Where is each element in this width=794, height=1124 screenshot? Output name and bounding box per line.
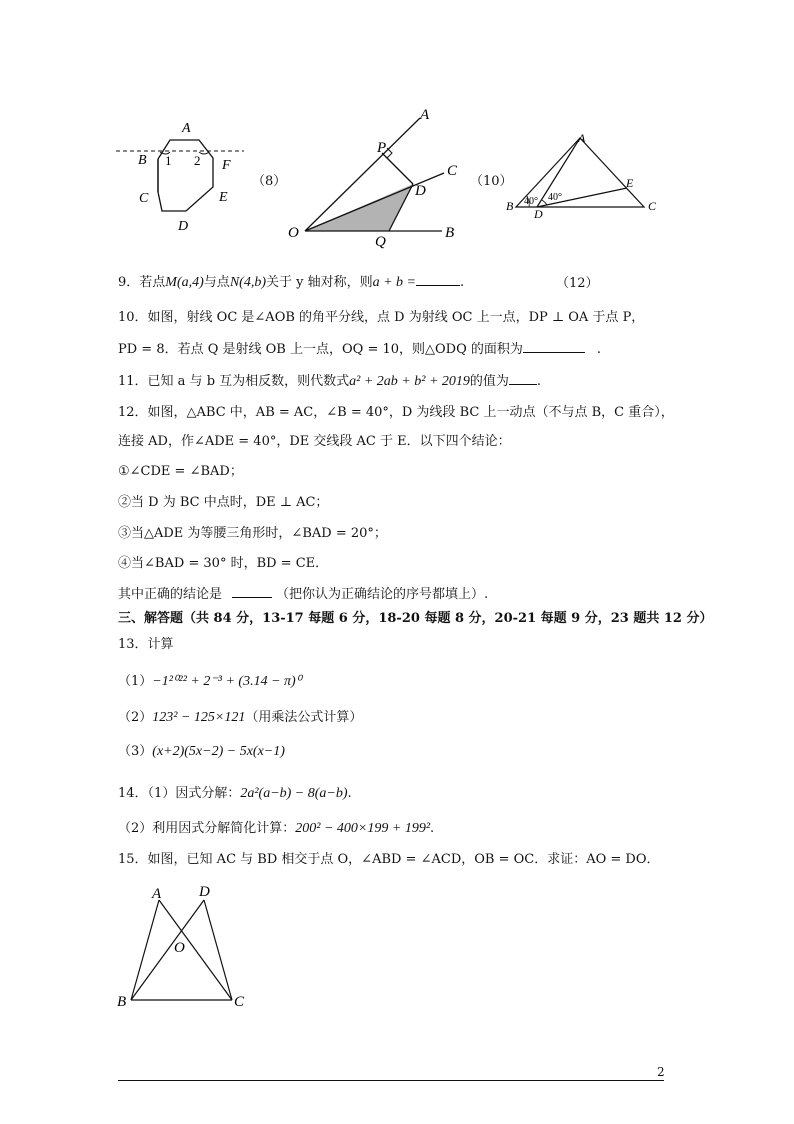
label-E: E xyxy=(219,190,228,205)
label-D: D xyxy=(415,183,426,199)
label-C: C xyxy=(139,191,149,206)
label-O: O xyxy=(288,225,299,241)
segment-ac xyxy=(159,900,232,1000)
question-13-title: 13．计算 xyxy=(118,637,174,652)
conclusion-3: ③当△ADE 为等腰三角形时，∠BAD = 20°； xyxy=(118,526,387,541)
question-13-part-3: （3）(x+2)(5x−2) − 5x(x−1) xyxy=(118,744,285,759)
label-P: P xyxy=(377,140,387,156)
question-12-tail: 其中正确的结论是 （把你认为正确结论的序号都填上）. xyxy=(118,584,488,604)
label-B: B xyxy=(506,199,514,213)
answer-blank-9[interactable] xyxy=(416,272,460,286)
conclusion-1: ①∠CDE = ∠BAD； xyxy=(118,464,243,479)
question-15: 15．如图，已知 AC 与 BD 相交于点 O，∠ABD = ∠ACD，OB = OC．求证：AO = DO． xyxy=(118,852,660,867)
label-C: C xyxy=(648,199,657,213)
figure-12-tag: （12） xyxy=(556,276,599,291)
label-C: C xyxy=(447,163,458,179)
angle-2-arc xyxy=(199,152,209,154)
figure-8-tag: （8） xyxy=(252,174,287,189)
question-12-line1: 12．如图，△ABC 中，AB = AC，∠B = 40°，D 为线段 BC 上一动点（不与点 B，C 重合）， xyxy=(118,405,674,420)
footer-rule xyxy=(118,1080,664,1081)
segment-dc xyxy=(204,900,232,1000)
question-14-part-2: （2）利用因式分解简化计算：200² − 400×199 + 199². xyxy=(118,821,435,836)
question-14-part-1: 14．（1）因式分解：2a²(a−b) − 8(a−b). xyxy=(118,786,352,801)
label-B: B xyxy=(445,225,455,241)
answer-blank-12[interactable] xyxy=(232,584,272,598)
label-D: D xyxy=(199,884,210,900)
label-F: F xyxy=(222,158,231,173)
label-E: E xyxy=(626,176,634,190)
label-Q: Q xyxy=(375,234,386,250)
figure-15-crossed-triangles xyxy=(112,878,252,1013)
figure-10-angle xyxy=(280,102,480,252)
figure-10-tag: （10） xyxy=(470,174,513,189)
figure-8-hexagon xyxy=(116,112,246,237)
label-B: B xyxy=(138,153,147,168)
question-13-part-1: （1）−1²⁰²² + 2⁻³ + (3.14 − π)⁰ xyxy=(118,674,302,689)
question-11: 11．已知 a 与 b 互为相反数，则代数式a² + 2ab + b² + 2019的值为 . xyxy=(118,371,541,391)
label-2: 2 xyxy=(194,153,201,168)
figure-12-triangle xyxy=(500,130,670,225)
segment-bd xyxy=(131,900,204,1000)
label-O: O xyxy=(174,940,185,956)
question-10-line2: PD = 8．若点 Q 是射线 OB 上一点，OQ = 10，则△ODQ 的面积为 . xyxy=(118,339,601,359)
label-B: B xyxy=(117,994,127,1010)
label-D: D xyxy=(178,219,189,234)
label-C: C xyxy=(234,994,245,1010)
answer-blank-10[interactable] xyxy=(523,339,585,353)
label-angle-40-b: 40° xyxy=(524,196,538,207)
label-A: A xyxy=(420,107,430,123)
label-1: 1 xyxy=(165,153,172,168)
answer-blank-11[interactable] xyxy=(509,371,537,385)
page-number: 2 xyxy=(657,1065,665,1079)
label-D: D xyxy=(534,207,543,221)
label-A: A xyxy=(578,131,586,145)
section-3-heading: 三、解答题（共 84 分，13-17 每题 6 分，18-20 每题 8 分，20-21 每题 9 分，23 题共 12 分） xyxy=(118,611,713,626)
question-13-part-2: （2）123² − 125×121（用乘法公式计算） xyxy=(118,710,363,725)
label-A: A xyxy=(152,886,162,902)
segment-ab xyxy=(131,900,159,1000)
question-12-line2: 连接 AD，作∠ADE = 40°，DE 交线段 AC 于 E．以下四个结论： xyxy=(118,434,511,449)
conclusion-2: ②当 D 为 BC 中点时，DE ⊥ AC； xyxy=(118,495,329,510)
label-angle-40-d: 40° xyxy=(548,192,562,203)
angle-d-arc xyxy=(542,200,547,205)
question-9: 9．若点M(a,4)与点N(4,b)关于 y 轴对称，则a + b = . xyxy=(118,272,464,292)
question-10-line1: 10．如图，射线 OC 是∠AOB 的角平分线，点 D 为射线 OC 上一点，DP ⊥ OA 于点 P， xyxy=(118,310,645,325)
label-A: A xyxy=(182,121,191,136)
conclusion-4: ④当∠BAD = 30° 时，BD = CE． xyxy=(118,556,329,571)
